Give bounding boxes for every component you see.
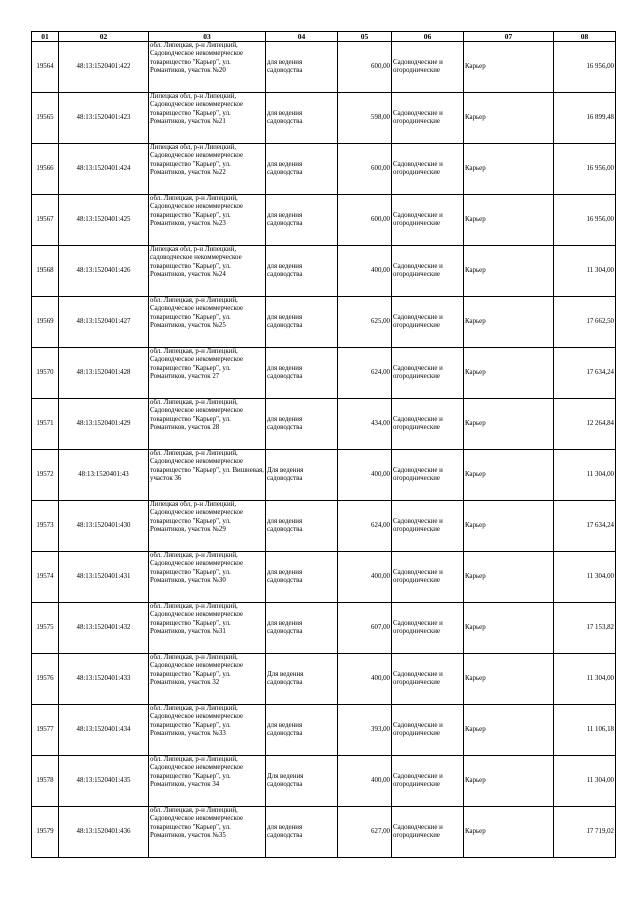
area-cell: 400,00 — [338, 654, 392, 705]
area-cell: 625,00 — [338, 297, 392, 348]
cadastral-number-cell: 48:13:1520401:427 — [59, 297, 149, 348]
address-text: обл. Липецкая, р-н Липецкий, Садоводческое некоммерческое товарищество "Карьер", ул. Романтиков, участок 28 — [150, 399, 244, 432]
permitted-use-cell: для ведения садоводства — [266, 42, 338, 93]
permitted-use-cell: для ведения садоводства — [266, 399, 338, 450]
cadastral-number-cell: 48:13:1520401:434 — [59, 705, 149, 756]
area-cell: 627,00 — [338, 807, 392, 858]
table-row — [32, 705, 616, 756]
zone-cell: Карьер — [464, 399, 554, 450]
cadastral-value-cell: 17 153,82 — [554, 603, 616, 654]
table-row — [32, 501, 616, 552]
land-category-cell: Садоводческие и огороднические — [392, 705, 464, 756]
cadastral-number-cell: 48:13:1520401:426 — [59, 246, 149, 297]
permitted-use-cell: для ведения садоводства — [266, 552, 338, 603]
zone-cell: Карьер — [464, 603, 554, 654]
zone-cell: Карьер — [464, 705, 554, 756]
cadastral-number-cell: 48:13:1520401:431 — [59, 552, 149, 603]
row-id-cell: 19579 — [32, 807, 59, 858]
cadastral-value-cell: 16 956,00 — [554, 144, 616, 195]
column-header-05: 05 — [338, 32, 392, 42]
table-row — [32, 603, 616, 654]
area-cell: 434,00 — [338, 399, 392, 450]
row-id-cell: 19571 — [32, 399, 59, 450]
row-id-cell: 19569 — [32, 297, 59, 348]
address-cell — [149, 501, 266, 552]
table-row — [32, 552, 616, 603]
area-cell: 600,00 — [338, 144, 392, 195]
row-id-cell: 19572 — [32, 450, 59, 501]
land-category-cell: Садоводческие и огороднические — [392, 144, 464, 195]
permitted-use-cell: для ведения садоводства — [266, 246, 338, 297]
column-header-03: 03 — [149, 32, 266, 42]
address-text: обл. Липецкая, р-н Липецкий, Садоводческое некоммерческое товарищество "Карьер", ул. Романтиков, участок 34 — [150, 756, 244, 789]
row-id-cell: 19566 — [32, 144, 59, 195]
land-category-cell: Садоводческие и огороднические — [392, 246, 464, 297]
address-cell — [149, 348, 266, 399]
cadastral-value-cell: 11 304,00 — [554, 246, 616, 297]
permitted-use-cell: для ведения садоводства — [266, 705, 338, 756]
cadastral-value-cell: 16 956,00 — [554, 195, 616, 246]
cadastral-number-cell: 48:13:1520401:422 — [59, 42, 149, 93]
address-text: обл. Липецкая, р-н Липецкий, Садоводческое некоммерческое товарищество "Карьер", ул. Романтиков, участок №20 — [150, 42, 244, 75]
address-cell — [149, 552, 266, 603]
table-row — [32, 399, 616, 450]
cadastral-value-cell: 12 264,84 — [554, 399, 616, 450]
cadastral-number-cell: 48:13:1520401:423 — [59, 93, 149, 144]
zone-cell: Карьер — [464, 450, 554, 501]
address-text: Липецкая обл, р-н Липецкий, Садоводческое некоммерческое товарищество "Карьер", ул. Романтиков, участок №22 — [150, 144, 244, 177]
address-text: Липецкая обл, р-н Липецкий, садоводческое некоммерческое товарищество "Карьер", ул. Романтиков, участок №24 — [150, 246, 242, 279]
address-text: обл. Липецкая, р-н Липецкий, Садоводческое некоммерческое товарищество "Карьер", ул. Романтиков, участок №25 — [150, 297, 244, 330]
row-id-cell: 19574 — [32, 552, 59, 603]
zone-cell: Карьер — [464, 501, 554, 552]
table-row — [32, 756, 616, 807]
permitted-use-cell: для ведения садоводства — [266, 93, 338, 144]
column-header-04: 04 — [266, 32, 338, 42]
zone-cell: Карьер — [464, 348, 554, 399]
table-row — [32, 42, 616, 93]
permitted-use-cell: для ведения садоводства — [266, 297, 338, 348]
address-cell — [149, 297, 266, 348]
address-text: обл. Липецкая, р-н Липецкий, Садоводческое некоммерческое товарищество "Карьер", ул. Романтиков, участок №23 — [150, 195, 244, 228]
cadastral-number-cell: 48:13:1520401:43 — [59, 450, 149, 501]
cadastral-value-cell: 16 899,48 — [554, 93, 616, 144]
cadastral-value-cell: 17 634,24 — [554, 348, 616, 399]
area-cell: 624,00 — [338, 348, 392, 399]
cadastral-value-cell: 11 106,18 — [554, 705, 616, 756]
land-category-cell: Садоводческие и огороднические — [392, 42, 464, 93]
table-row — [32, 807, 616, 858]
area-cell: 607,00 — [338, 603, 392, 654]
land-category-cell: Садоводческие и огороднические — [392, 399, 464, 450]
table-row — [32, 297, 616, 348]
address-cell — [149, 756, 266, 807]
area-cell: 393,00 — [338, 705, 392, 756]
address-cell — [149, 807, 266, 858]
area-cell: 624,00 — [338, 501, 392, 552]
table-row — [32, 450, 616, 501]
column-header-02: 02 — [59, 32, 149, 42]
table-row — [32, 654, 616, 705]
land-category-cell: Садоводческие и огороднические — [392, 501, 464, 552]
cadastral-number-cell: 48:13:1520401:435 — [59, 756, 149, 807]
address-cell — [149, 144, 266, 195]
land-category-cell: Садоводческие и огороднические — [392, 297, 464, 348]
column-header-08: 08 — [554, 32, 616, 42]
address-text: обл. Липецкая, р-н Липецкий, Садоводческое некоммерческое товарищество "Карьер", ул. Романтиков, участок №35 — [150, 807, 244, 840]
cadastral-number-cell: 48:13:1520401:425 — [59, 195, 149, 246]
address-cell — [149, 93, 266, 144]
address-text: Липецкая обл, р-н Липецкий, Садоводческое некоммерческое товарищество "Карьер", ул. Романтиков, участок №29 — [150, 501, 244, 534]
address-text: обл. Липецкая, р-н Липецкий, Садоводческое некоммерческое товарищество "Карьер", ул. Романтиков, участок 27 — [150, 348, 244, 381]
address-text: Липецкая обл, р-н Липецкий, Садоводческое некоммерческое товарищество "Карьер", ул. Романтиков, участок №21 — [150, 93, 244, 126]
zone-cell: Карьер — [464, 756, 554, 807]
row-id-cell: 19573 — [32, 501, 59, 552]
zone-cell: Карьер — [464, 195, 554, 246]
address-text: обл. Липецкая, р-н Липецкий, Садоводческое некоммерческое товарищество "Карьер", ул. Романтиков, участок №31 — [150, 603, 244, 636]
cadastral-value-cell: 11 304,00 — [554, 756, 616, 807]
address-cell — [149, 450, 266, 501]
area-cell: 600,00 — [338, 42, 392, 93]
row-id-cell: 19568 — [32, 246, 59, 297]
zone-cell: Карьер — [464, 297, 554, 348]
cadastral-number-cell: 48:13:1520401:428 — [59, 348, 149, 399]
cadastral-value-cell: 17 634,24 — [554, 501, 616, 552]
row-id-cell: 19578 — [32, 756, 59, 807]
column-header-07: 07 — [464, 32, 554, 42]
permitted-use-cell: для ведения садоводства — [266, 501, 338, 552]
permitted-use-cell: Для ведения садоводства — [266, 450, 338, 501]
permitted-use-cell: Для ведения садоводства — [266, 654, 338, 705]
address-text: обл. Липецкая, р-н Липецкий, Садоводческое некоммерческое товарищество "Карьер", ул. Вишневая, участок 36 — [150, 450, 264, 483]
cadastral-value-cell: 11 304,00 — [554, 552, 616, 603]
column-header-06: 06 — [392, 32, 464, 42]
zone-cell: Карьер — [464, 807, 554, 858]
cadastral-value-cell: 17 662,50 — [554, 297, 616, 348]
zone-cell: Карьер — [464, 93, 554, 144]
land-category-cell: Садоводческие и огороднические — [392, 603, 464, 654]
table-body — [32, 42, 616, 858]
row-id-cell: 19577 — [32, 705, 59, 756]
address-text: обл. Липецкая, р-н Липецкий, Садоводческое некоммерческое товарищество "Карьер", ул. Романтиков, участок №33 — [150, 705, 244, 738]
land-category-cell: Садоводческие и огороднические — [392, 552, 464, 603]
area-cell: 400,00 — [338, 246, 392, 297]
cadastral-value-cell: 11 304,00 — [554, 450, 616, 501]
land-category-cell: Садоводческие и огороднические — [392, 450, 464, 501]
address-cell — [149, 705, 266, 756]
cadastral-number-cell: 48:13:1520401:432 — [59, 603, 149, 654]
cadastral-value-cell: 16 956,00 — [554, 42, 616, 93]
land-category-cell: Садоводческие и огороднические — [392, 807, 464, 858]
land-category-cell: Садоводческие и огороднические — [392, 654, 464, 705]
land-category-cell: Садоводческие и огороднические — [392, 756, 464, 807]
table-row — [32, 246, 616, 297]
row-id-cell: 19565 — [32, 93, 59, 144]
zone-cell: Карьер — [464, 552, 554, 603]
zone-cell: Карьер — [464, 654, 554, 705]
land-category-cell: Садоводческие и огороднические — [392, 348, 464, 399]
cadastral-number-cell: 48:13:1520401:436 — [59, 807, 149, 858]
address-cell — [149, 399, 266, 450]
address-cell — [149, 42, 266, 93]
column-header-01: 01 — [32, 32, 59, 42]
cadastral-number-cell: 48:13:1520401:430 — [59, 501, 149, 552]
table-row — [32, 348, 616, 399]
permitted-use-cell: Для ведения садоводства — [266, 756, 338, 807]
address-cell — [149, 246, 266, 297]
address-cell — [149, 195, 266, 246]
permitted-use-cell: для ведения садоводства — [266, 348, 338, 399]
document-page — [31, 31, 615, 858]
row-id-cell: 19576 — [32, 654, 59, 705]
area-cell: 400,00 — [338, 552, 392, 603]
land-category-cell: Садоводческие и огороднические — [392, 93, 464, 144]
area-cell: 600,00 — [338, 195, 392, 246]
zone-cell: Карьер — [464, 246, 554, 297]
table-row — [32, 144, 616, 195]
land-plots-table — [31, 31, 616, 858]
table-row — [32, 93, 616, 144]
area-cell: 400,00 — [338, 756, 392, 807]
permitted-use-cell: для ведения садоводства — [266, 144, 338, 195]
table-row — [32, 195, 616, 246]
address-text: обл. Липецкая, р-н Липецкий, Садоводческое некоммерческое товарищество "Карьер", ул. Романтиков, участок №30 — [150, 552, 244, 585]
cadastral-value-cell: 17 719,02 — [554, 807, 616, 858]
area-cell: 598,00 — [338, 93, 392, 144]
area-cell: 400,00 — [338, 450, 392, 501]
row-id-cell: 19575 — [32, 603, 59, 654]
permitted-use-cell: для ведения садоводства — [266, 603, 338, 654]
row-id-cell: 19567 — [32, 195, 59, 246]
address-text: обл. Липецкая, р-н Липецкий, Садоводческое некоммерческое товарищество "Карьер", ул. Романтиков, участок 32 — [150, 654, 244, 687]
row-id-cell: 19564 — [32, 42, 59, 93]
permitted-use-cell: для ведения садоводства — [266, 807, 338, 858]
zone-cell: Карьер — [464, 42, 554, 93]
address-cell — [149, 654, 266, 705]
zone-cell: Карьер — [464, 144, 554, 195]
header-row — [32, 32, 616, 42]
cadastral-number-cell: 48:13:1520401:429 — [59, 399, 149, 450]
cadastral-number-cell: 48:13:1520401:433 — [59, 654, 149, 705]
land-category-cell: Садоводческие и огороднические — [392, 195, 464, 246]
cadastral-number-cell: 48:13:1520401:424 — [59, 144, 149, 195]
address-cell — [149, 603, 266, 654]
permitted-use-cell: для ведения садоводства — [266, 195, 338, 246]
cadastral-value-cell: 11 304,00 — [554, 654, 616, 705]
row-id-cell: 19570 — [32, 348, 59, 399]
